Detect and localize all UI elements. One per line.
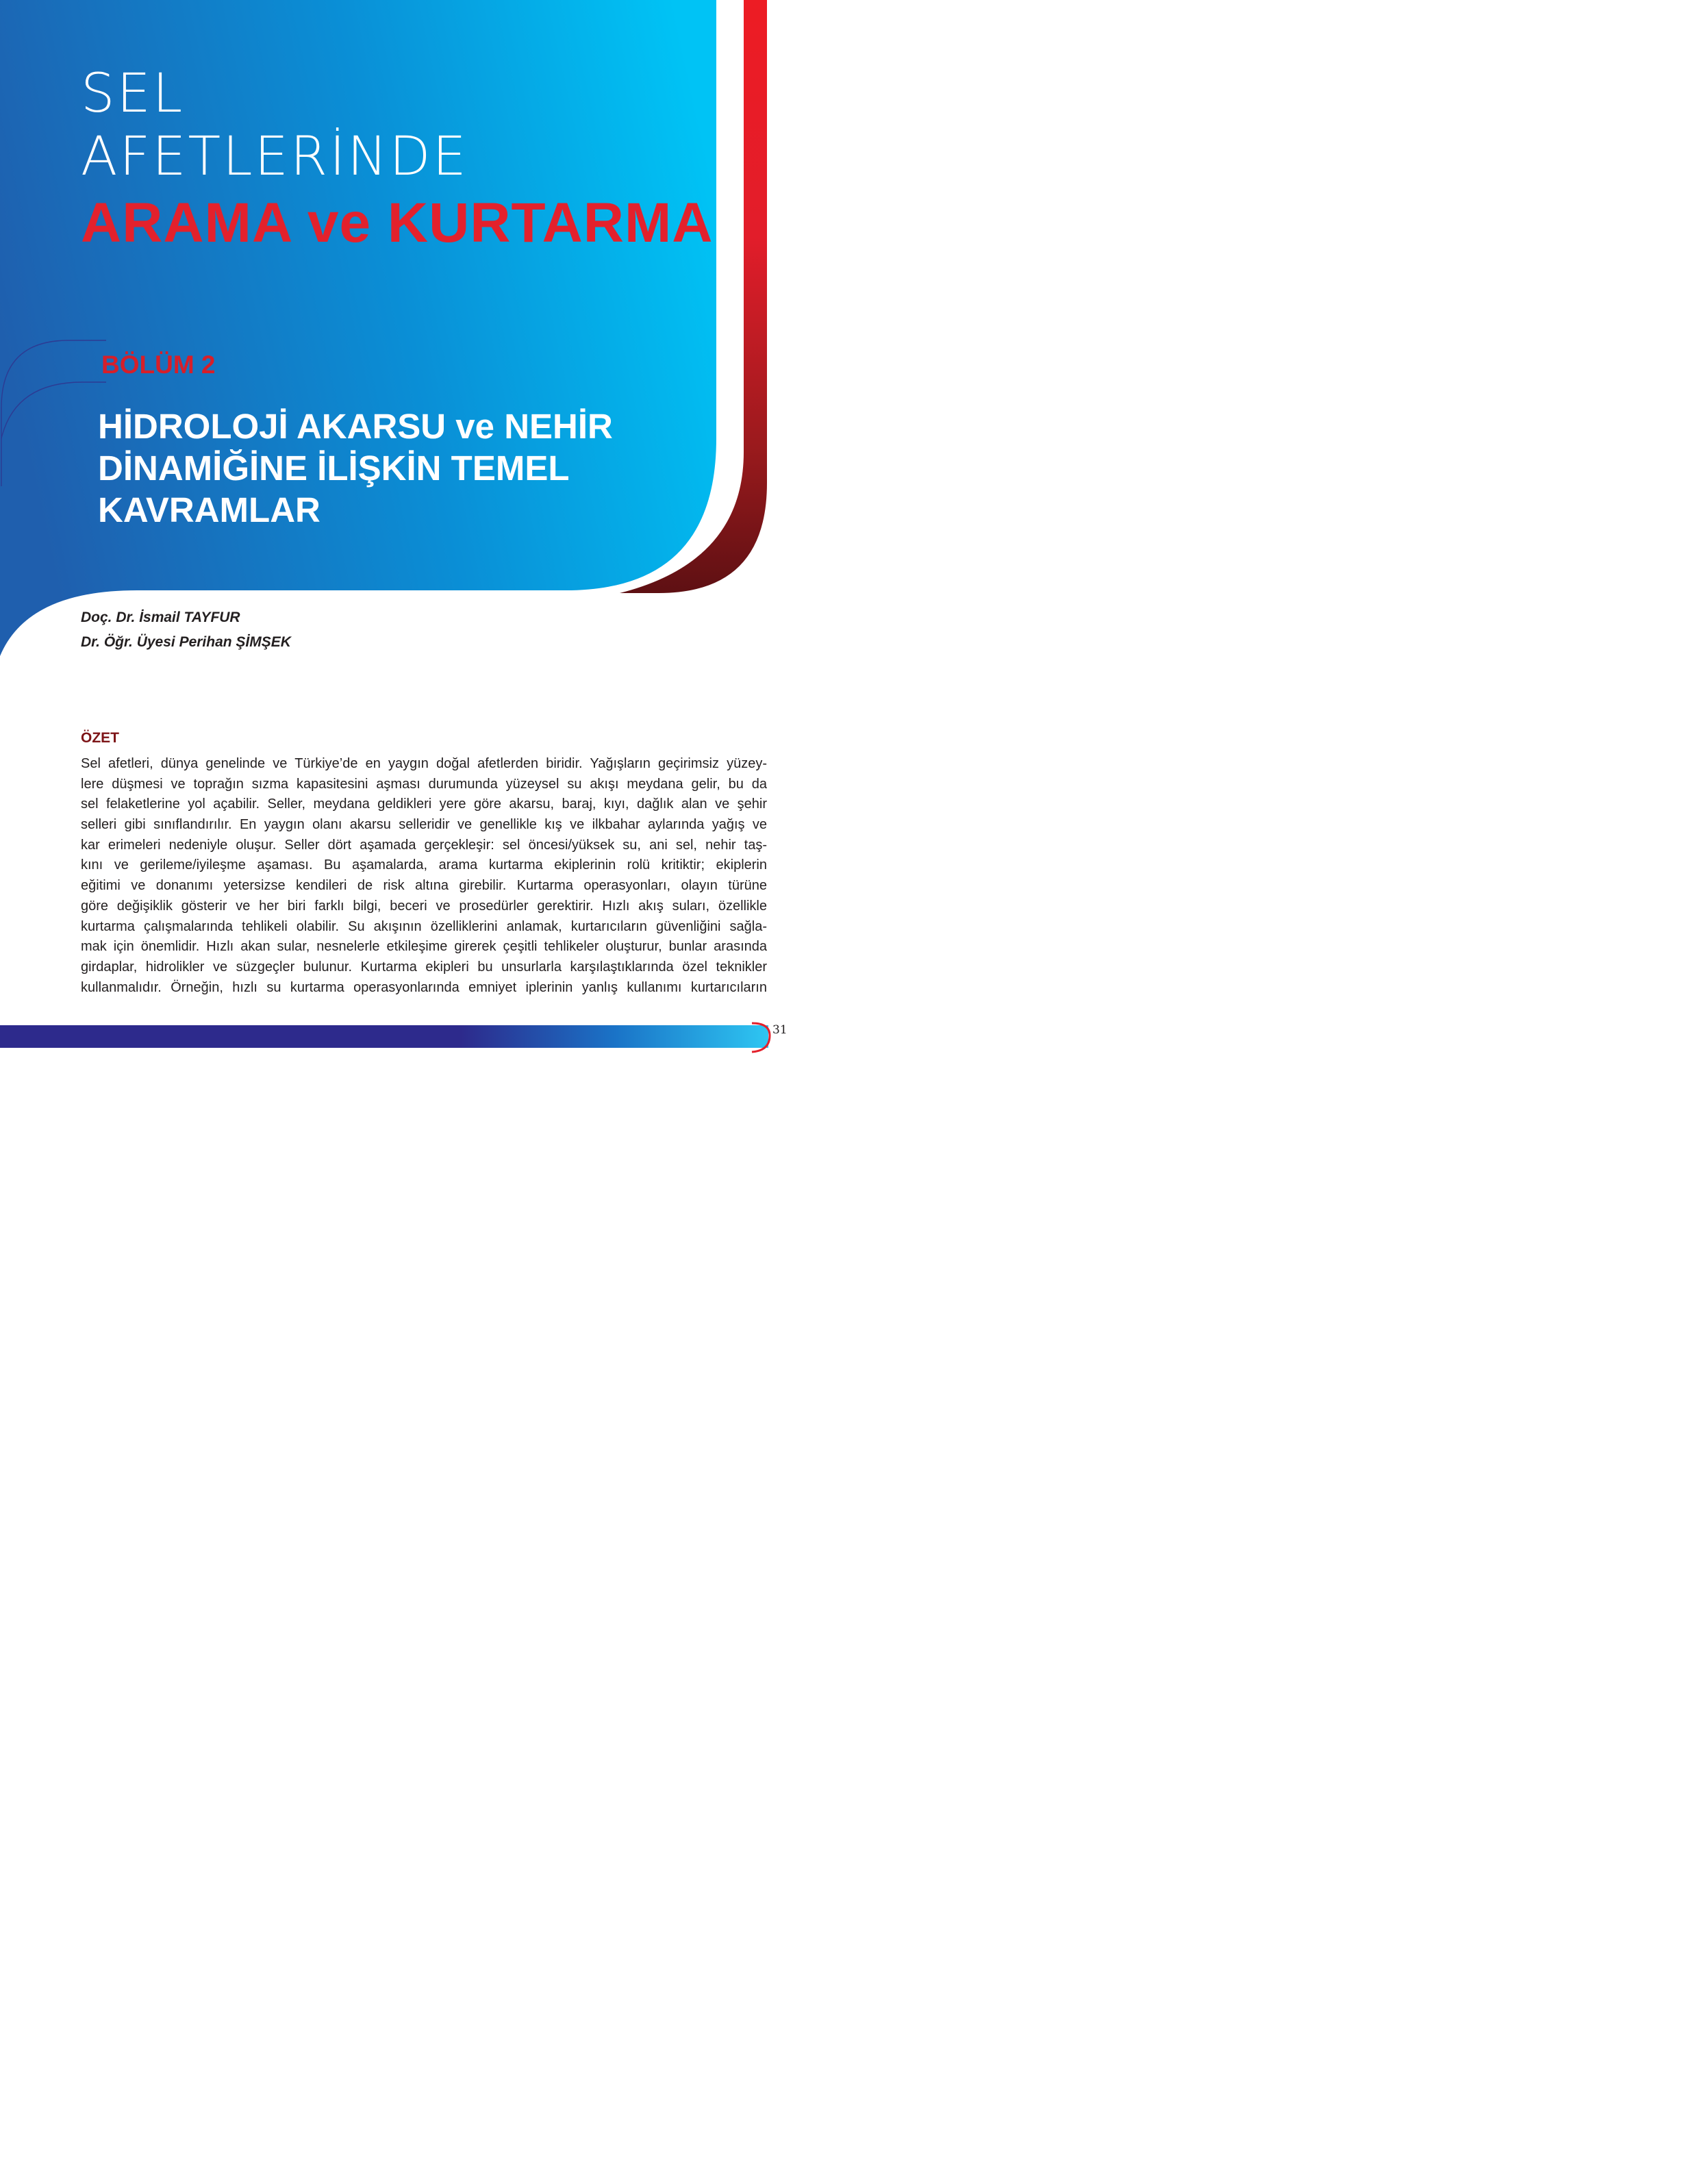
summary-line: göre değişiklik gösterir ve her biri farklı bilgi, beceri ve prosedürler gerektirir. Hızlı akış suları, özellikle bbox=[81, 898, 767, 914]
summary-line: Sel afetleri, dünya genelinde ve Türkiye’de en yaygın doğal afetlerden biridir. Yağışların geçirimsiz yüzey- bbox=[81, 756, 767, 771]
summary-line: girdaplar, hidrolikler ve süzgeçler bulunur. Kurtarma ekipleri bu unsurlarla karşılaştıklarında özel teknikler bbox=[81, 959, 767, 975]
chapter-title-line: HİDROLOJİ AKARSU ve NEHİR bbox=[98, 407, 613, 446]
author-name: Doç. Dr. İsmail TAYFUR bbox=[81, 610, 240, 625]
title-line-sel: SEL bbox=[81, 63, 185, 125]
summary-line: sel felaketlerine yol açabilir. Seller, meydana geldikleri yere göre akarsu, baraj, kıyı, dağlık alan ve şehir bbox=[81, 796, 767, 812]
summary-line: lere düşmesi ve toprağın sızma kapasitesini aşması durumunda yüzeysel su akışı meydana gelir, bu da bbox=[81, 776, 767, 792]
author-name: Dr. Öğr. Üyesi Perihan ŞİMŞEK bbox=[81, 634, 291, 650]
footer-bar bbox=[0, 1025, 768, 1048]
page-number: 31 bbox=[772, 1023, 788, 1037]
summary-line: kullanmalıdır. Örneğin, hızlı su kurtarma operasyonlarında emniyet iplerinin yanlış kullanımı kurtarıcıların bbox=[81, 979, 767, 995]
chapter-title bbox=[98, 405, 618, 531]
chapter-title-line: DİNAMİĞİNE İLİŞKİN TEMEL bbox=[98, 449, 570, 488]
summary-line: kını ve gerileme/iyileşme aşaması. Bu aşamalarda, arama kurtarma ekiplerinin rolü kritiktir; ekiplerin bbox=[81, 857, 767, 873]
title-line-arama-kurtarma: ARAMA ve KURTARMA bbox=[81, 192, 714, 254]
summary-body bbox=[81, 754, 767, 998]
summary-line: mak için önemlidir. Hızlı akan sular, nesnelerle etkileşime girerek çeşitli tehlikeler oluşturur, bunlar arasında bbox=[81, 939, 767, 955]
summary-line: selleri gibi sınıflandırılır. En yaygın olanı akarsu selleridir ve genellikle kış ve ilkbahar aylarında yağış ve bbox=[81, 817, 767, 833]
authors bbox=[81, 605, 291, 655]
summary-line: kurtarma çalışmalarında tehlikeli olabilir. Su akışının özelliklerini anlamak, kurtarıcıların güvenliğini sağla- bbox=[81, 918, 767, 934]
page bbox=[0, 0, 838, 1085]
summary-line: eğitimi ve donanımı yetersizse kendileri de risk altına girebilir. Kurtarma operasyonları, olayın türüne bbox=[81, 878, 767, 894]
chapter-title-line: KAVRAMLAR bbox=[98, 490, 320, 529]
chapter-label: BÖLÜM 2 bbox=[101, 351, 216, 379]
summary-line: kar erimeleri nedeniyle oluşur. Seller dört aşamada gerçekleşir: sel öncesi/yüksek su, ani sel, nehir taş- bbox=[81, 837, 767, 853]
summary-heading: ÖZET bbox=[81, 730, 119, 746]
title-line-afetlerinde: AFETLERİNDE bbox=[81, 126, 468, 188]
